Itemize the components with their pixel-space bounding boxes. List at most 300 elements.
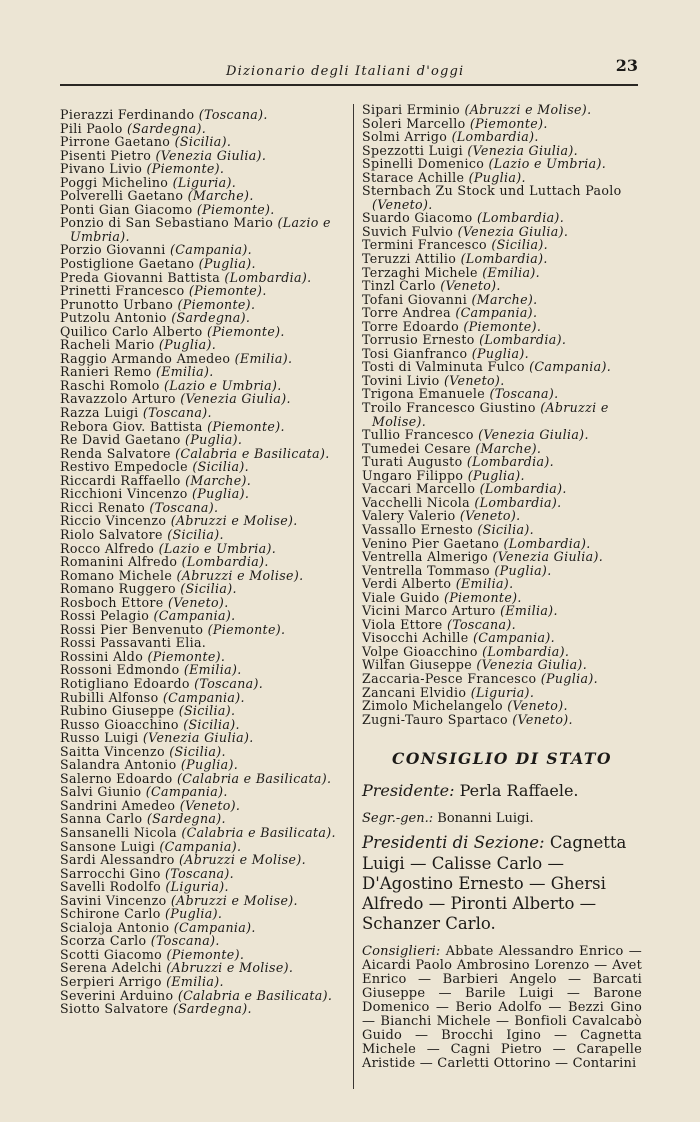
entry-name: Russo Luigi [60, 730, 139, 746]
entry-region: (Puglia). [165, 906, 223, 922]
entry-name: Spinelli Domenico [362, 156, 485, 172]
entry [60, 447, 345, 461]
entry [60, 392, 345, 406]
entry [60, 149, 345, 163]
entry-name: Rossi Pelagio [60, 608, 150, 624]
entry-name: Wilfan Giuseppe [362, 657, 473, 673]
entry-name: Saitta Vincenzo [60, 743, 165, 759]
entry [362, 333, 642, 347]
entry-name: Quilico Carlo Alberto [60, 323, 203, 339]
entry-region: (Piemonte). [463, 318, 542, 334]
entry-name: Romano Michele [60, 567, 173, 583]
entry [60, 257, 345, 271]
entry-region: (Calabria e Basilicata). [181, 824, 336, 840]
entry [60, 989, 345, 1003]
entry-region: (Veneto). [179, 797, 241, 813]
entry [60, 338, 345, 352]
entry-region: (Lombardia). [476, 210, 565, 226]
entry [362, 144, 642, 158]
entry [60, 1002, 345, 1016]
entry-region: (Sicilia). [167, 526, 224, 542]
entry-name: Pili Paolo [60, 120, 123, 136]
entry-name: Scotti Giacomo [60, 946, 163, 962]
entry-region: (Toscana). [165, 865, 235, 881]
entry-name: Viale Guido [362, 589, 440, 605]
entry-name: Sanna Carlo [60, 811, 143, 827]
entry [362, 360, 642, 374]
consiglieri-names: Abbate Alessandro Enrico — Aicardi Paolo Ambrosino Lorenzo — Avet Enrico — Barbieri Angelo — Barcati Giuseppe — Barile Luigi — Barone Domenico — Berio Adolfo — Bezzi Gino — Bianchi Michele — Bonfioli Cavalcabò Guido — Brocchi Igino — Cagnetta Michele — Cagni Pietro — Carapelle Aristide — Carletti Ottorino — Contarini [362, 943, 642, 1072]
entry-name: Schirone Carlo [60, 906, 161, 922]
entry [60, 582, 345, 596]
entry [60, 555, 345, 569]
entry-name: Valery Valerio [362, 508, 456, 524]
entry [60, 636, 345, 650]
entry-name: Vacchelli Nicola [362, 494, 471, 510]
entry-name: Renda Salvatore [60, 445, 171, 461]
entry-region: (Campania). [173, 919, 256, 935]
entry [362, 550, 642, 564]
entry-name: Solmi Arrigo [362, 129, 448, 145]
entry-region: (Puglia). [158, 337, 217, 353]
presidente-line [362, 782, 642, 800]
entry [362, 347, 642, 361]
entry-name: Russo Gioacchino [60, 716, 179, 732]
entry-name: Romano Ruggero [60, 581, 176, 597]
entry-region: (Emilia). [166, 974, 224, 989]
entry-region: (Veneto). [440, 278, 501, 294]
segretario-name: Bonanni Luigi. [437, 810, 534, 826]
entry-region: (Venezia Giulia). [467, 142, 579, 158]
entry-region: (Emilia). [183, 662, 242, 678]
entry-region: (Emilia). [482, 264, 540, 280]
entry-name: Vassallo Ernesto [362, 521, 474, 537]
entry-name: Viola Ettore [362, 616, 443, 632]
entry-name: Pierazzi Ferdinando [60, 107, 195, 122]
entry [362, 645, 642, 659]
entry-name: Severini Arduino [60, 987, 174, 1003]
entry-name: Tosti di Valminuta Fulco [362, 359, 525, 375]
entry [60, 325, 345, 339]
entry-region: (Venezia Giulia). [142, 730, 254, 746]
entry [362, 496, 642, 510]
entry [362, 266, 642, 280]
right-column [362, 103, 642, 1072]
entry-name: Serena Adelchi [60, 960, 162, 976]
segretario-label: Segr.-gen.: [362, 810, 434, 826]
entry-region: (Sicilia). [169, 743, 226, 759]
entry-region: (Lazio e Umbria). [70, 215, 331, 244]
entry-name: Romanini Alfredo [60, 554, 178, 570]
entry-region: (Marche). [475, 440, 542, 456]
entry [60, 135, 345, 149]
entry [60, 122, 345, 136]
entry [362, 306, 642, 320]
entry-region: (Puglia). [192, 486, 250, 502]
entry-name: Troilo Francesco Giustino [362, 400, 536, 416]
entry [60, 731, 345, 745]
entry-region: (Campania). [153, 608, 236, 624]
entry-name: Poggi Michelino [60, 174, 169, 190]
entry [60, 406, 345, 420]
entry-name: Torre Andrea [362, 305, 451, 321]
entry-region: (Piemonte). [188, 283, 267, 299]
entry-name: Tofani Giovanni [362, 291, 468, 307]
entry-region: (Veneto). [372, 196, 433, 212]
entry [60, 514, 345, 528]
entry-region: (Abruzzi e Molise). [170, 513, 298, 529]
entry-region: (Campania). [529, 359, 612, 375]
entry-region: (Toscana). [150, 933, 220, 949]
entry-region: (Toscana). [198, 107, 268, 122]
entry [60, 284, 345, 298]
entry-name: Raschi Romolo [60, 377, 160, 393]
entry [60, 745, 345, 759]
entry-name: Ricci Renato [60, 499, 146, 515]
entry-name: Termini Francesco [362, 237, 487, 253]
entry-region: (Liguria). [165, 879, 229, 895]
entry [60, 853, 345, 867]
entry-name: Venino Pier Gaetano [362, 535, 500, 551]
entry-name: Ungaro Filippo [362, 467, 464, 483]
entry-name: Verdi Alberto [362, 576, 452, 592]
entry-region: (Abruzzi e Molise). [176, 567, 304, 583]
entry-name: Rubino Giuseppe [60, 703, 175, 719]
entry-region: (Sicilia). [477, 521, 535, 537]
entry [362, 387, 642, 401]
entry [362, 699, 642, 713]
entry-name: Rebora Giov. Battista [60, 418, 203, 434]
entry [362, 564, 642, 578]
entry-region: (Venezia Giulia). [155, 147, 267, 163]
entry [60, 840, 345, 854]
entry-region: (Liguria). [172, 174, 237, 190]
entry [60, 785, 345, 799]
entry-name: Prunotto Urbano [60, 296, 174, 312]
entry-name: Racheli Mario [60, 337, 155, 353]
entry-region: (Piemonte). [147, 648, 226, 664]
entry [362, 537, 642, 551]
entry [60, 826, 345, 840]
entry-name: Teruzzi Attilio [362, 251, 457, 267]
entry-region: (Calabria e Basilicata). [175, 445, 330, 461]
entry [362, 225, 642, 239]
entry [60, 365, 345, 379]
entry [60, 880, 345, 894]
entry [362, 658, 642, 672]
entry-name: Scialoja Antonio [60, 919, 170, 935]
entry-region: (Lombardia). [181, 554, 269, 570]
entry-region: (Lombardia). [479, 332, 567, 348]
entry-name: Zugni-Tauro Spartaco [362, 711, 508, 727]
entry-name: Tovini Livio [362, 372, 440, 388]
entry-region: (Abruzzi e Molise). [179, 852, 306, 868]
entry-region: (Abruzzi e Molise). [166, 960, 294, 976]
entry-name: Restivo Empedocle [60, 459, 188, 475]
entry-region: (Venezia Giulia). [478, 427, 589, 443]
entry-region: (Piemonte). [207, 621, 286, 637]
entry-name: Ponzio di San Sebastiano Mario [60, 215, 274, 231]
entry-region: (Sardegna). [146, 811, 226, 827]
entry-name: Pisenti Pietro [60, 147, 152, 163]
entry-name: Tumedei Cesare [362, 440, 471, 456]
entry-name: Torrusio Ernesto [362, 332, 475, 348]
entry-region: (Puglia). [471, 345, 529, 361]
entry [60, 799, 345, 813]
column-divider [353, 104, 354, 1089]
entry-region: (Lombardia). [451, 129, 539, 145]
running-header [60, 54, 638, 86]
entry-region: (Puglia). [540, 670, 598, 686]
entry-name: Sansone Luigi [60, 838, 155, 854]
entry-region: (Veneto). [512, 711, 573, 727]
entry [362, 672, 642, 686]
entry-region: (Lombardia). [460, 251, 548, 267]
entry-region: (Sardegna). [172, 1001, 252, 1017]
entry [362, 482, 642, 496]
entry-name: Sardi Alessandro [60, 852, 175, 868]
entry-name: Spezzotti Luigi [362, 142, 463, 158]
entry-region: (Campania). [455, 305, 538, 321]
running-title: Dizionario degli Italiani d'oggi [226, 64, 465, 79]
entry [362, 279, 642, 293]
entry-region: (Lombardia). [466, 454, 554, 470]
entry [362, 157, 642, 171]
entry [60, 311, 345, 325]
entry-name: Tinzl Carlo [362, 278, 436, 294]
entry-region: (Lombardia). [479, 481, 567, 497]
entry-region: (Venezia Giulia). [476, 657, 588, 673]
entry-name: Tosi Gianfranco [362, 345, 468, 361]
entry [362, 117, 642, 131]
right-entry-list [362, 103, 642, 726]
entry-region: (Toscana). [446, 616, 516, 632]
entry-name: Porzio Giovanni [60, 242, 166, 258]
entry-region: (Marche). [187, 188, 254, 204]
entry [60, 961, 345, 975]
entry-name: Rossi Pier Benvenuto [60, 621, 204, 637]
entry-region: (Piemonte). [207, 418, 285, 434]
entry-region: (Emilia). [155, 364, 214, 380]
consiglieri [362, 945, 642, 1072]
entry [60, 718, 345, 732]
entry-region: (Sicilia). [183, 716, 240, 732]
entry [362, 604, 642, 618]
entry [60, 596, 345, 610]
entry-name: Pirrone Gaetano [60, 134, 171, 150]
entry-name: Postiglione Gaetano [60, 256, 195, 272]
entry [60, 542, 345, 556]
entry-name: Sternbach Zu Stock und Luttach Paolo [362, 183, 622, 199]
entry [362, 428, 642, 442]
entry [60, 704, 345, 718]
entry-region: (Lombardia). [503, 535, 591, 551]
entry-region: (Puglia). [180, 757, 239, 773]
entry-name: Suvich Fulvio [362, 223, 454, 239]
entry-name: Ranieri Remo [60, 364, 152, 380]
entry-region: (Piemonte). [146, 161, 225, 177]
entry-name: Visocchi Achille [362, 630, 469, 646]
entry-name: Zimolo Michelangelo [362, 698, 503, 714]
entry-region: (Puglia). [198, 256, 256, 272]
entry [60, 487, 345, 501]
entry-name: Trigona Emanuele [362, 386, 486, 402]
entry-name: Siotto Salvatore [60, 1001, 169, 1017]
entry-name: Rossoni Edmondo [60, 662, 180, 678]
entry-region: (Sardegna). [127, 120, 207, 136]
entry-region: (Toscana). [194, 675, 264, 691]
entry-region: (Campania). [145, 784, 228, 800]
entry [60, 352, 345, 366]
entry [60, 243, 345, 257]
entry-region: (Venezia Giulia). [180, 391, 291, 407]
entry [60, 108, 345, 122]
entry [362, 211, 642, 225]
entry [362, 103, 642, 117]
entry [362, 577, 642, 591]
entry [362, 184, 642, 211]
presidenti-sezione-label: Presidenti di Sezione: [362, 833, 545, 853]
entry-name: Suardo Giacomo [362, 210, 473, 226]
entry-region: (Abruzzi e Molise). [464, 102, 592, 117]
entry-region: (Lombardia). [482, 643, 570, 659]
entry-name: Turati Augusto [362, 454, 463, 470]
entry-name: Preda Giovanni Battista [60, 269, 221, 285]
entry-region: (Calabria e Basilicata). [176, 770, 332, 786]
presidenti-sezione [362, 833, 642, 934]
entry-region: (Piemonte). [196, 201, 275, 217]
entry-name: Sansanelli Nicola [60, 824, 178, 840]
entry [60, 921, 345, 935]
entry-name: Salerno Edoardo [60, 770, 173, 786]
presidenti-sezione-names: Cagnetta Luigi — Calisse Carlo — D'Agostino Ernesto — Ghersi Alfredo — Pironti Alberto — Schanzer Carlo. [362, 833, 627, 934]
entry [60, 162, 345, 176]
entry-region: (Piemonte). [177, 296, 256, 312]
presidente-name: Perla Raffaele. [459, 780, 579, 800]
entry [362, 455, 642, 469]
entry [60, 501, 345, 515]
entry-name: Pivano Livio [60, 161, 143, 177]
entry-region: (Puglia). [494, 562, 552, 578]
entry [60, 474, 345, 488]
entry [60, 176, 345, 190]
entry [60, 812, 345, 826]
entry-region: (Emilia). [500, 603, 558, 619]
entry [60, 203, 345, 217]
entry-region: (Abruzzi e Molise). [372, 400, 609, 429]
entry-region: (Puglia). [468, 169, 526, 185]
entry [60, 691, 345, 705]
entry-name: Volpe Gioacchino [362, 643, 478, 659]
entry-region: (Lombardia). [474, 494, 562, 510]
entry [60, 894, 345, 908]
entry-region: (Sicilia). [192, 459, 249, 475]
entry-name: Vicini Marco Arturo [362, 603, 496, 619]
entry-name: Re David Gaetano [60, 432, 181, 448]
entry [362, 631, 642, 645]
entry-region: (Sardegna). [171, 310, 251, 326]
entry-name: Polverelli Gaetano [60, 188, 184, 204]
entry-region: (Piemonte). [206, 323, 285, 339]
entry-region: (Toscana). [489, 386, 559, 402]
entry-name: Ventrella Almerigo [362, 549, 489, 565]
entry-name: Starace Achille [362, 169, 465, 185]
entry-name: Savelli Rodolfo [60, 879, 162, 895]
entry [60, 460, 345, 474]
entry [60, 189, 345, 203]
entry-region: (Sicilia). [174, 134, 232, 150]
entry [362, 591, 642, 605]
entry-name: Salandra Antonio [60, 757, 177, 773]
entry-region: (Veneto). [459, 508, 521, 524]
entry-name: Rotigliano Edoardo [60, 675, 190, 691]
entry-name: Zaccaria-Pesce Francesco [362, 670, 537, 686]
entry-region: (Venezia Giulia). [492, 549, 604, 565]
entry-name: Soleri Marcello [362, 115, 466, 131]
entry-region: (Emilia). [455, 576, 514, 592]
entry [60, 867, 345, 881]
entry-region: (Sicilia). [178, 703, 236, 719]
entry-region: (Sicilia). [491, 237, 548, 253]
entry [60, 528, 345, 542]
entry [60, 379, 345, 393]
entry-region: (Piemonte). [166, 946, 245, 962]
entry [362, 171, 642, 185]
entry [60, 420, 345, 434]
segretario-line [362, 812, 642, 826]
entry-region: (Calabria e Basilicata). [177, 987, 333, 1003]
entry-name: Vaccari Marcello [362, 481, 476, 497]
entry-name: Raggio Armando Amedeo [60, 350, 231, 366]
entry-name: Prinetti Francesco [60, 283, 185, 299]
entry-region: (Puglia). [185, 432, 243, 448]
section-heading: CONSIGLIO DI STATO [392, 749, 612, 769]
left-column [60, 108, 345, 1016]
entry [60, 772, 345, 786]
entry [362, 293, 642, 307]
entry-region: (Veneto). [507, 698, 568, 714]
entry-name: Ravazzolo Arturo [60, 391, 176, 407]
entry [362, 238, 642, 252]
entry-name: Ventrella Tommaso [362, 562, 490, 578]
entry-region: (Campania). [169, 242, 252, 258]
entry-name: Tullio Francesco [362, 427, 474, 443]
entry-region: (Lazio e Umbria). [488, 156, 607, 172]
presidente-label: Presidente: [362, 780, 455, 800]
entry [60, 216, 345, 243]
entry [362, 469, 642, 483]
entry-name: Rocco Alfredo [60, 540, 155, 556]
entry [362, 686, 642, 700]
entry [60, 677, 345, 691]
entry-name: Salvi Giunio [60, 784, 142, 800]
entry [60, 907, 345, 921]
entry [362, 523, 642, 537]
entry [60, 623, 345, 637]
entry-region: (Marche). [471, 291, 538, 307]
entry-region: (Sicilia). [180, 581, 237, 597]
entry-region: (Campania). [162, 689, 245, 705]
entry [362, 374, 642, 388]
entry-region: (Puglia). [467, 467, 525, 483]
entry [60, 609, 345, 623]
entry [60, 758, 345, 772]
entry-region: (Campania). [472, 630, 555, 646]
entry-region: (Veneto). [443, 372, 505, 388]
entry [362, 713, 642, 727]
entry [60, 433, 345, 447]
entry [362, 442, 642, 456]
entry [60, 663, 345, 677]
